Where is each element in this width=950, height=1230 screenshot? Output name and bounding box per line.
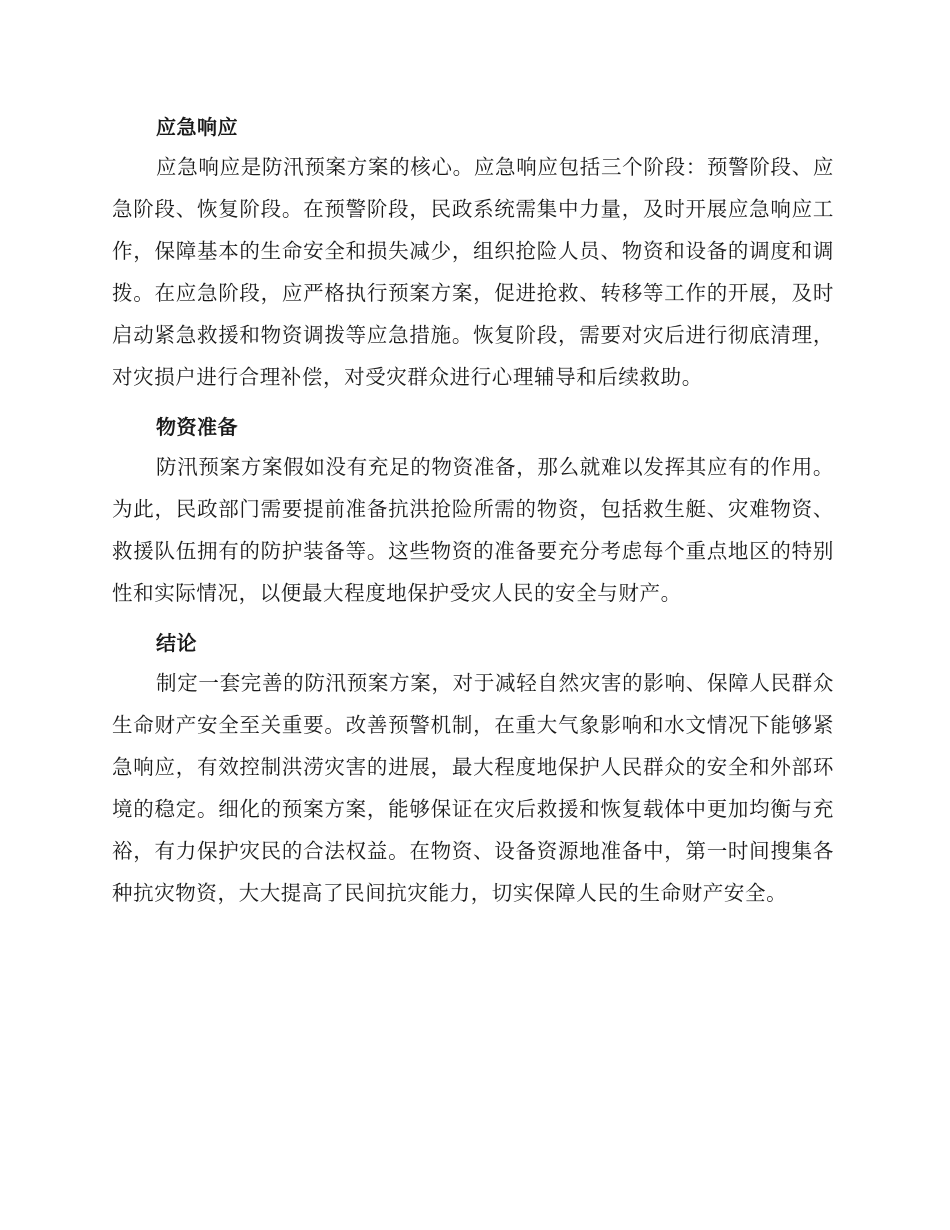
- section-conclusion: [112, 626, 834, 914]
- section-paragraph: 防汛预案方案假如没有充足的物资准备，那么就难以发挥其应有的作用。为此，民政部门需要提前准备抗洪抢险所需的物资，包括救生艇、灾难物资、救援队伍拥有的防护装备等。这些物资的准备要充分考虑每个重点地区的特别性和实际情况，以便最大程度地保护受灾人民的安全与财产。: [112, 455, 834, 605]
- section-paragraph: 应急响应是防汛预案方案的核心。应急响应包括三个阶段：预警阶段、应急阶段、恢复阶段。在预警阶段，民政系统需集中力量，及时开展应急响应工作，保障基本的生命安全和损失减少，组织抢险人员、物资和设备的调度和调拨。在应急阶段，应严格执行预案方案，促进抢救、转移等工作的开展，及时启动紧急救援和物资调拨等应急措施。恢复阶段，需要对灾后进行彻底清理，对灾损户进行合理补偿，对受灾群众进行心理辅导和后续救助。: [112, 155, 834, 389]
- document-page: [112, 110, 834, 926]
- section-heading: 物资准备: [156, 415, 238, 439]
- section-paragraph: 制定一套完善的防汛预案方案，对于减轻自然灾害的影响、保障人民群众生命财产安全至关重要。改善预警机制，在重大气象影响和水文情况下能够紧急响应，有效控制洪涝灾害的进展，最大程度地保护人民群众的安全和外部环境的稳定。细化的预案方案，能够保证在灾后救援和恢复载体中更加均衡与充裕，有力保护灾民的合法权益。在物资、设备资源地准备中，第一时间搜集各种抗灾物资，大大提高了民间抗灾能力，切实保障人民的生命财产安全。: [112, 671, 834, 905]
- section-emergency-response: [112, 110, 834, 398]
- section-material-preparation: [112, 410, 834, 614]
- section-heading: 结论: [156, 631, 197, 655]
- section-heading: 应急响应: [156, 115, 238, 139]
